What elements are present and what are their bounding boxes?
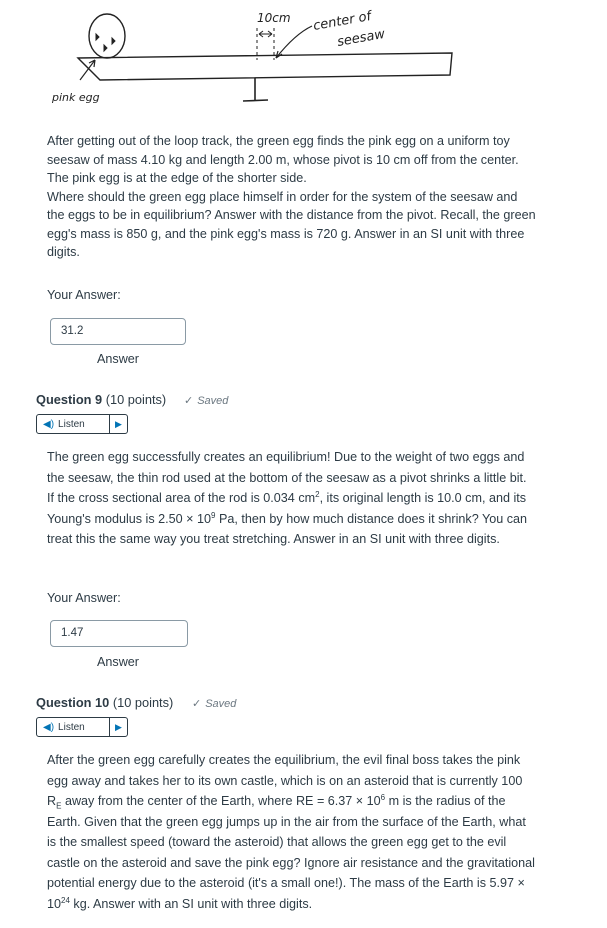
q10-listen-button[interactable] [36, 717, 128, 737]
q8-paragraph-1: After getting out of the loop track, the green egg finds the pink egg on a uniform toy seesaw of mass 4.10 kg and length 2.00 m, whose pivot is 10 cm off from the center. The pink egg is at the edge of the shorter side. [47, 134, 519, 185]
seesaw-plank [78, 53, 452, 80]
q9-body-c: Pa, then by how much distance does it shrink? You can treat this the same way you treat stretching. Answer in an SI unit with three digits. [47, 511, 528, 546]
q8-paragraph-2: Where should the green egg place himself in order for the system of the seesaw and the eggs to be in equilibrium? Answer with the distance from the pivot. Recall, the green egg's mass is 850 g, and the pink egg's mass is 720 g. Answer in an SI unit with three digits. [47, 189, 536, 259]
q9-saved-label: Saved [197, 395, 229, 407]
q9-saved-status [184, 394, 228, 407]
pink-egg-drawing [89, 14, 125, 58]
q10-body-b: away from the center of the Earth, where RE = 6.37 × 10 [61, 794, 381, 808]
q10-body-a: After the green egg carefully creates the equilibrium, the evil final boss takes the pink egg away and takes her to its own castle, which is on an asteroid that is currently 100 R [47, 753, 523, 808]
speaker-icon: ◀) [43, 721, 55, 733]
check-icon: ✓ [184, 395, 194, 407]
q10-points: (10 points) [112, 695, 174, 710]
egg-label: pink egg [52, 91, 100, 104]
q10-body-b-sup: 6 [380, 792, 386, 802]
q9-text [47, 447, 537, 550]
q9-header [36, 392, 166, 407]
center-label-2: seesaw [336, 26, 387, 50]
q10-body-d: kg. Answer with an SI unit with three digits. [69, 896, 313, 911]
q9-listen-button[interactable] [36, 414, 128, 434]
check-icon: ✓ [192, 698, 202, 710]
q9-your-answer-label: Your Answer: [47, 591, 121, 605]
play-icon[interactable]: ▶ [115, 721, 122, 732]
q10-saved-status [192, 697, 236, 710]
q9-answer-input[interactable]: 1.47 [50, 620, 188, 647]
q10-saved-label: Saved [205, 698, 237, 710]
q10-title: Question 10 [36, 695, 110, 710]
q9-points: (10 points) [105, 392, 167, 407]
q10-listen-label: Listen [58, 721, 85, 733]
q10-text [47, 750, 537, 914]
q8-answer-tag: Answer [97, 352, 139, 366]
q8-answer-input[interactable]: 31.2 [50, 318, 186, 345]
q9-title: Question 9 [36, 392, 103, 407]
q9-body-b: , its original length is 10.0 cm, and its Young's modulus is 2.50 × 10 [47, 491, 527, 526]
dist-label: 10cm [257, 11, 291, 25]
q10-header [36, 695, 173, 710]
play-icon[interactable]: ▶ [115, 418, 122, 429]
q10-body-c: m is the radius of the Earth. Given that the green egg jumps up in the air from the surface of the Earth, what is the smallest speed (toward the asteroid) that allows the green egg get to the evil castle on the asteroid and save the pink egg? Ignore air resistance and the gravitational potential energy due to the asteroid (it's a small one!). The mass of the Earth is 5.97 × 10 [47, 794, 535, 911]
q8-text [47, 132, 537, 262]
q10-body-c-sup: 24 [61, 895, 70, 905]
q10-body-a-sub: E [56, 801, 62, 811]
q9-listen-label: Listen [58, 418, 85, 430]
q9-answer-tag: Answer [97, 655, 139, 669]
q9-body-b-sup: 9 [211, 510, 216, 520]
q9-body-a: The green egg successfully creates an equilibrium! Due to the weight of two eggs and the seesaw, the thin rod used at the bottom of the seesaw as a pivot shrinks a little bit. If the cross sectional area of the rod is 0.034 cm [47, 450, 527, 505]
q8-your-answer-label: Your Answer: [47, 288, 121, 302]
q9-body-a-sup: 2 [315, 489, 320, 499]
seesaw-sketch [0, 0, 607, 115]
speaker-icon: ◀) [43, 418, 55, 430]
center-label-1: center of [312, 9, 373, 34]
